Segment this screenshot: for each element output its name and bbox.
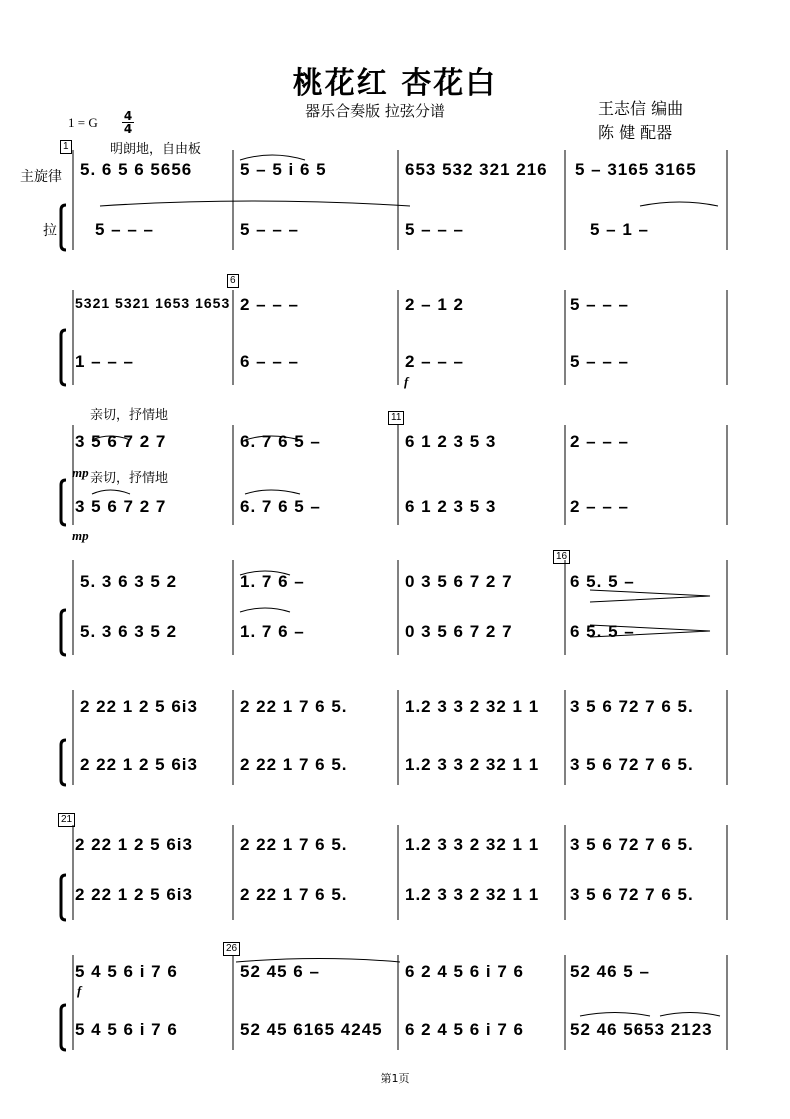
system-3-upper-m3: 6 1 2 3 5 3 [405,432,497,451]
rehearsal-mark-11: 11 [388,411,404,425]
key-signature: 1 = G [68,115,98,130]
system-2-upper-m2: 2 – – – [240,295,299,314]
system-6-upper-m2: 2 22 1 7 6 5. [240,835,348,854]
system-4-lower-m2: 1. 7 6 – [240,622,305,641]
rehearsal-mark-16: 16 [553,550,570,564]
system-6-lower-m3: 1.2 3 3 2 32 1 1 [405,885,540,904]
system-4-upper-m2: 1. 7 6 – [240,572,305,591]
system-1-lower-m1: 5 – – – [95,220,154,239]
composer-credit: 王志信 编曲 [598,99,684,118]
tempo-marking-section2: 亲切，抒情地 [90,408,169,423]
system-7-lower-m2: 52 45 6165 4245 [240,1020,383,1039]
system-6-lower-m1: 2 22 1 2 5 6i3 [75,885,193,904]
system-1-lower-m4: 5 – 1 – [590,220,649,239]
system-3-upper-m1: 3 5 6 7 2 7 [75,432,167,451]
system-6-lower-m2: 2 22 1 7 6 5. [240,885,348,904]
system-4-upper-m3: 0 3 5 6 7 2 7 [405,572,513,591]
system-4-upper-m4: 6 5. 5 – [570,572,635,591]
system-2-lower-m4: 5 – – – [570,352,629,371]
system-5-upper-m1: 2 22 1 2 5 6i3 [80,697,198,716]
system-1-upper-m4: 5 – 3165 3165 [575,160,697,179]
system-1-bracket [61,205,66,250]
system-4-lower-m1: 5. 3 6 3 5 2 [80,622,178,641]
dynamic-forte-2: f [77,983,82,998]
dynamic-mp-lower: mp [72,528,89,543]
system-1-upper-m1: 5. 6 5 6 5656 [80,160,193,179]
system-7-upper-m2: 52 45 6 – [240,962,320,981]
system-7-lower-m1: 5 4 5 6 i 7 6 [75,1020,178,1039]
system-5-upper-m2: 2 22 1 7 6 5. [240,697,348,716]
rehearsal-mark-21: 21 [58,813,75,827]
rehearsal-mark-26: 26 [223,942,240,956]
system-5-upper-m4: 3 5 6 72 7 6 5. [570,697,694,716]
system-3-upper-m4: 2 – – – [570,432,629,451]
system-6-lower-m4: 3 5 6 72 7 6 5. [570,885,694,904]
rehearsal-mark-6: 6 [227,274,239,288]
system-5-lower-m4: 3 5 6 72 7 6 5. [570,755,694,774]
system-3-upper-m2: 6. 7 6 5 – [240,432,321,451]
system-7-upper-m1: 5 4 5 6 i 7 6 [75,962,178,981]
system-7-upper-m3: 6 2 4 5 6 i 7 6 [405,962,524,981]
system-4-lower-m4: 6 5. 5 – [570,622,635,641]
system-2-upper-m4: 5 – – – [570,295,629,314]
system-2-lower-m2: 6 – – – [240,352,299,371]
system-3-lower-m2: 6. 7 6 5 – [240,497,321,516]
meter-top: 4 [123,109,133,123]
system-1-lower-m2: 5 – – – [240,220,299,239]
system-5-upper-m3: 1.2 3 3 2 32 1 1 [405,697,540,716]
system-2-upper-m3: 2 – 1 2 [405,295,464,314]
system-7-lower-m3: 6 2 4 5 6 i 7 6 [405,1020,524,1039]
part-label-melody: 主旋律 [20,169,62,185]
system-5-lower-m3: 1.2 3 3 2 32 1 1 [405,755,540,774]
system-6-upper-m1: 2 22 1 2 5 6i3 [75,835,193,854]
page-title: 桃花红 杏花白 [292,66,498,101]
tempo-marking-section2-lower: 亲切，抒情地 [90,471,169,486]
system-2-lower-m1: 1 – – – [75,352,134,371]
tempo-marking-intro: 明朗地，自由板 [110,142,202,157]
arranger-credit: 陈 健 配器 [598,123,673,142]
dynamic-mp-upper: mp [72,465,89,480]
page-number: 第1页 [380,1072,410,1085]
system-2-lower-m3: 2 – – – [405,352,464,371]
system-7-upper-m4: 52 46 5 – [570,962,650,981]
system-1-lower-m3: 5 – – – [405,220,464,239]
meter-bottom: 4 [123,122,133,136]
system-3-lower-m3: 6 1 2 3 5 3 [405,497,497,516]
system-4-lower-m3: 0 3 5 6 7 2 7 [405,622,513,641]
part-label-strings: 拉 [43,223,57,239]
system-3-lower-m4: 2 – – – [570,497,629,516]
system-5-lower-m2: 2 22 1 7 6 5. [240,755,348,774]
system-5-lower-m1: 2 22 1 2 5 6i3 [80,755,198,774]
system-2-upper-m1: 5321 5321 1653 1653 [75,295,231,311]
page-subtitle: 器乐合奏版 拉弦分谱 [305,102,445,120]
system-1-upper-m3: 653 532 321 216 [405,160,548,179]
system-4-upper-m1: 5. 3 6 3 5 2 [80,572,178,591]
system-3-lower-m1: 3 5 6 7 2 7 [75,497,167,516]
system-6-upper-m3: 1.2 3 3 2 32 1 1 [405,835,540,854]
system-1-upper-m2: 5 – 5 i 6 5 [240,160,327,179]
system-7-lower-m4: 52 46 5653 2123 [570,1020,713,1039]
dynamic-forte-1: f [404,374,409,389]
rehearsal-mark-1: 1 [60,140,72,154]
system-6-upper-m4: 3 5 6 72 7 6 5. [570,835,694,854]
